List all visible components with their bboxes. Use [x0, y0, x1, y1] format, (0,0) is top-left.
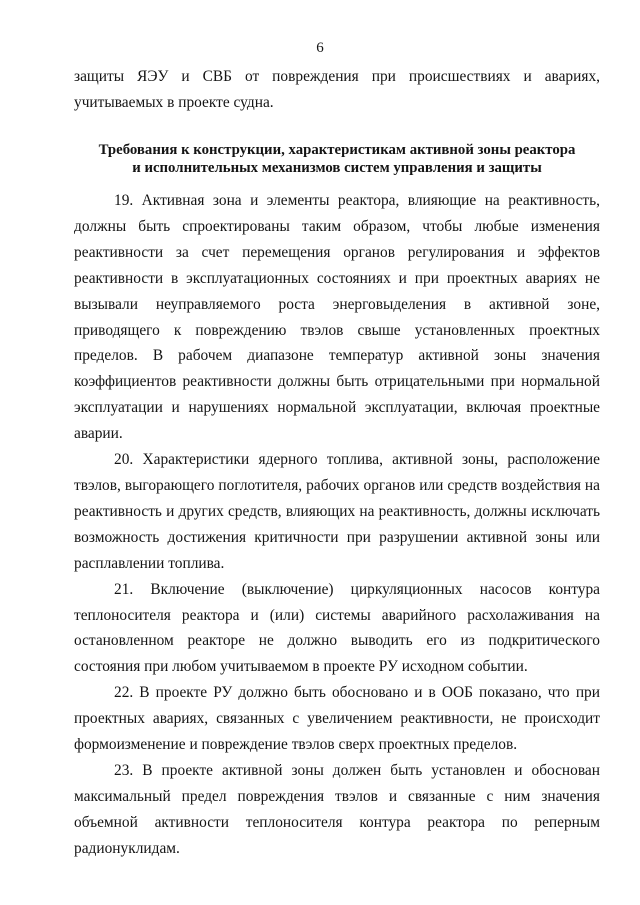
section-heading-line-1: Требования к конструкции, характеристикам активной зоны реактора — [98, 142, 576, 158]
intro-block — [74, 64, 600, 116]
paragraph-23: 23. В проекте активной зоны должен быть установлен и обоснован максимальный предел повреждения твэлов и связанные с ним значения объемной активности теплоносителя контура реактора по реперным радионуклидам. — [74, 761, 600, 857]
paragraph-21: 21. Включение (выключение) циркуляционных насосов контура теплоносителя реактора и (или) системы аварийного расхолаживания на остановленном реакторе не должно выводить его из подкритического состояния при любом учитываемом в проекте РУ исходном событии. — [74, 580, 600, 676]
intro-paragraph: защиты ЯЭУ и СВБ от повреждения при происшествиях и авариях, учитываемых в проекте судна. — [74, 68, 600, 111]
requirements-block — [74, 188, 600, 862]
section-heading-line-2: и исполнительных механизмов систем управления и защиты — [132, 160, 542, 176]
paragraph-20: 20. Характеристики ядерного топлива, активной зоны, расположение твэлов, выгорающего поглотителя, рабочих органов или средств воздействия на реактивность и других средств, влияющих на реактивность, должны исключать возможность достижения критичности при разрушении активной зоны или расплавлении топлива. — [74, 451, 600, 572]
paragraph-22: 22. В проекте РУ должно быть обосновано и в ООБ показано, что при проектных авариях, связанных с увеличением реактивности, не происходит формоизменение и повреждение твэлов сверх проектных пределов. — [74, 684, 600, 754]
paragraph-19: 19. Активная зона и элементы реактора, влияющие на реактивность, должны быть спроектированы таким образом, чтобы любые изменения реактивности за счет перемещения органов регулирования и эффектов реактивности в эксплуатационных состояниях и при проектных авариях не вызывали неуправляемого роста энерговыделения в активной зоне, приводящего к повреждению твэлов свыше установленных проектных пределов. В рабочем диапазоне температур активной зоны значения коэффициентов реактивности должны быть отрицательными при нормальной эксплуатации и нарушениях нормальной эксплуатации, включая проектные аварии. — [74, 192, 600, 443]
section-heading — [74, 141, 600, 177]
page-number: 6 — [316, 40, 324, 56]
